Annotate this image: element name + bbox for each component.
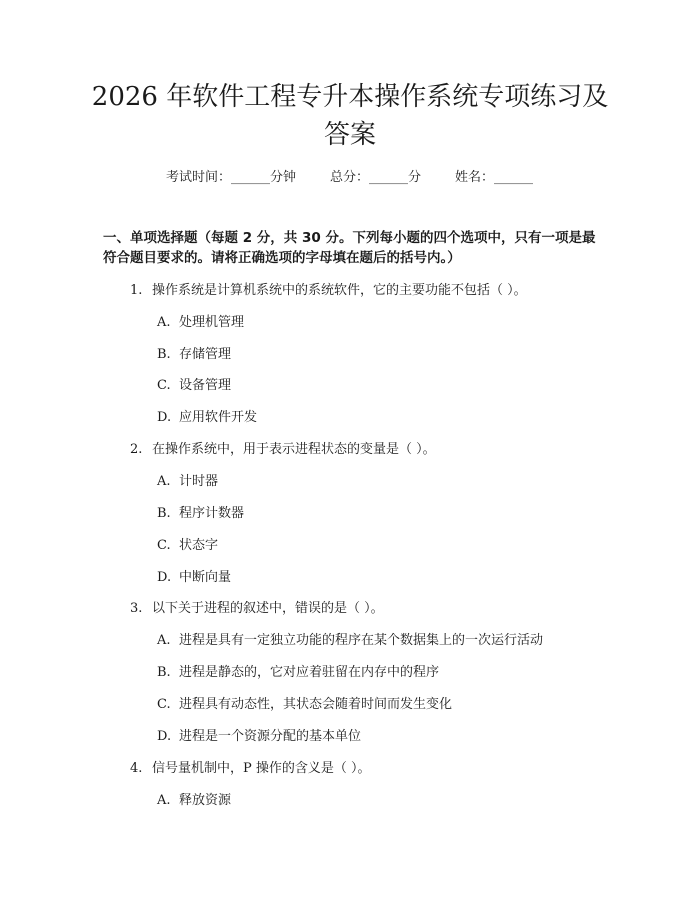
question-3-option-b	[157, 664, 439, 682]
question-1-option-c	[157, 377, 231, 395]
option-letter: A.	[157, 315, 171, 330]
question-1-stem	[130, 282, 527, 300]
exam-time-blank: ______	[231, 170, 271, 185]
option-text: 状态字	[179, 538, 219, 553]
name-field	[455, 168, 533, 188]
question-4-number: 4.	[130, 761, 143, 776]
question-2-option-b	[157, 505, 244, 523]
question-4-option-a	[157, 792, 231, 810]
question-2-number: 2.	[130, 442, 143, 457]
option-text: 应用软件开发	[179, 410, 258, 425]
option-letter: C.	[157, 538, 171, 553]
option-text: 释放资源	[179, 793, 232, 808]
question-2-option-c	[157, 537, 218, 555]
option-letter: C.	[157, 697, 171, 712]
option-letter: A.	[157, 793, 171, 808]
option-text: 进程具有动态性，其状态会随着时间而发生变化	[179, 697, 453, 712]
question-4-stem	[130, 760, 371, 778]
option-letter: D.	[157, 729, 172, 744]
title-line-1: 2026 年软件工程专升本操作系统专项练习及	[91, 82, 609, 112]
option-letter: A.	[157, 633, 171, 648]
question-3-stem	[130, 600, 384, 618]
option-text: 计时器	[179, 474, 219, 489]
option-letter: A.	[157, 474, 171, 489]
question-3-option-a	[157, 632, 543, 650]
question-4-text: 信号量机制中，P 操作的含义是（ ）。	[152, 761, 371, 776]
option-letter: D.	[157, 570, 172, 585]
option-text: 中断向量	[179, 570, 232, 585]
question-1-option-d	[157, 409, 257, 427]
section-heading-line-1: 一、单项选择题（每题 2 分，共 30 分。下列每小题的四个选项中，只有一项是最	[103, 230, 596, 246]
exam-time-label: 考试时间：	[166, 170, 232, 185]
total-score-label: 总分：	[330, 170, 370, 185]
option-text: 存储管理	[179, 347, 232, 362]
name-blank: ______	[494, 170, 534, 185]
name-label: 姓名：	[455, 170, 495, 185]
question-3-number: 3.	[130, 601, 143, 616]
option-text: 处理机管理	[179, 315, 245, 330]
option-letter: D.	[157, 410, 172, 425]
question-2-stem	[130, 441, 436, 459]
option-letter: C.	[157, 378, 171, 393]
option-letter: B.	[157, 665, 171, 680]
option-text: 程序计数器	[179, 506, 245, 521]
question-1-option-b	[157, 346, 231, 364]
question-1-number: 1.	[130, 283, 143, 298]
question-2-option-d	[157, 569, 231, 587]
question-2-text: 在操作系统中，用于表示进程状态的变量是（ ）。	[152, 442, 436, 457]
total-score-unit: 分	[408, 170, 422, 185]
exam-time-field	[166, 168, 296, 188]
section-heading	[103, 228, 600, 268]
title-line-2: 答案	[323, 120, 376, 150]
exam-time-unit: 分钟	[270, 170, 297, 185]
option-letter: B.	[157, 347, 171, 362]
section-heading-line-2: 符合题目要求的。请将正确选项的字母填在题后的括号内。）	[103, 250, 461, 266]
question-1-option-a	[157, 314, 244, 332]
total-score-field	[330, 168, 421, 188]
document-title	[70, 78, 630, 154]
option-text: 设备管理	[179, 378, 232, 393]
question-3-text: 以下关于进程的叙述中，错误的是（ ）。	[152, 601, 384, 616]
question-2-option-a	[157, 473, 218, 491]
option-text: 进程是静态的，它对应着驻留在内存中的程序	[179, 665, 440, 680]
question-3-option-d	[157, 728, 361, 746]
question-3-option-c	[157, 696, 452, 714]
option-text: 进程是具有一定独立功能的程序在某个数据集上的一次运行活动	[179, 633, 544, 648]
total-score-blank: ______	[369, 170, 409, 185]
option-letter: B.	[157, 506, 171, 521]
question-1-text: 操作系统是计算机系统中的系统软件，它的主要功能不包括（ ）。	[152, 283, 527, 298]
option-text: 进程是一个资源分配的基本单位	[179, 729, 362, 744]
